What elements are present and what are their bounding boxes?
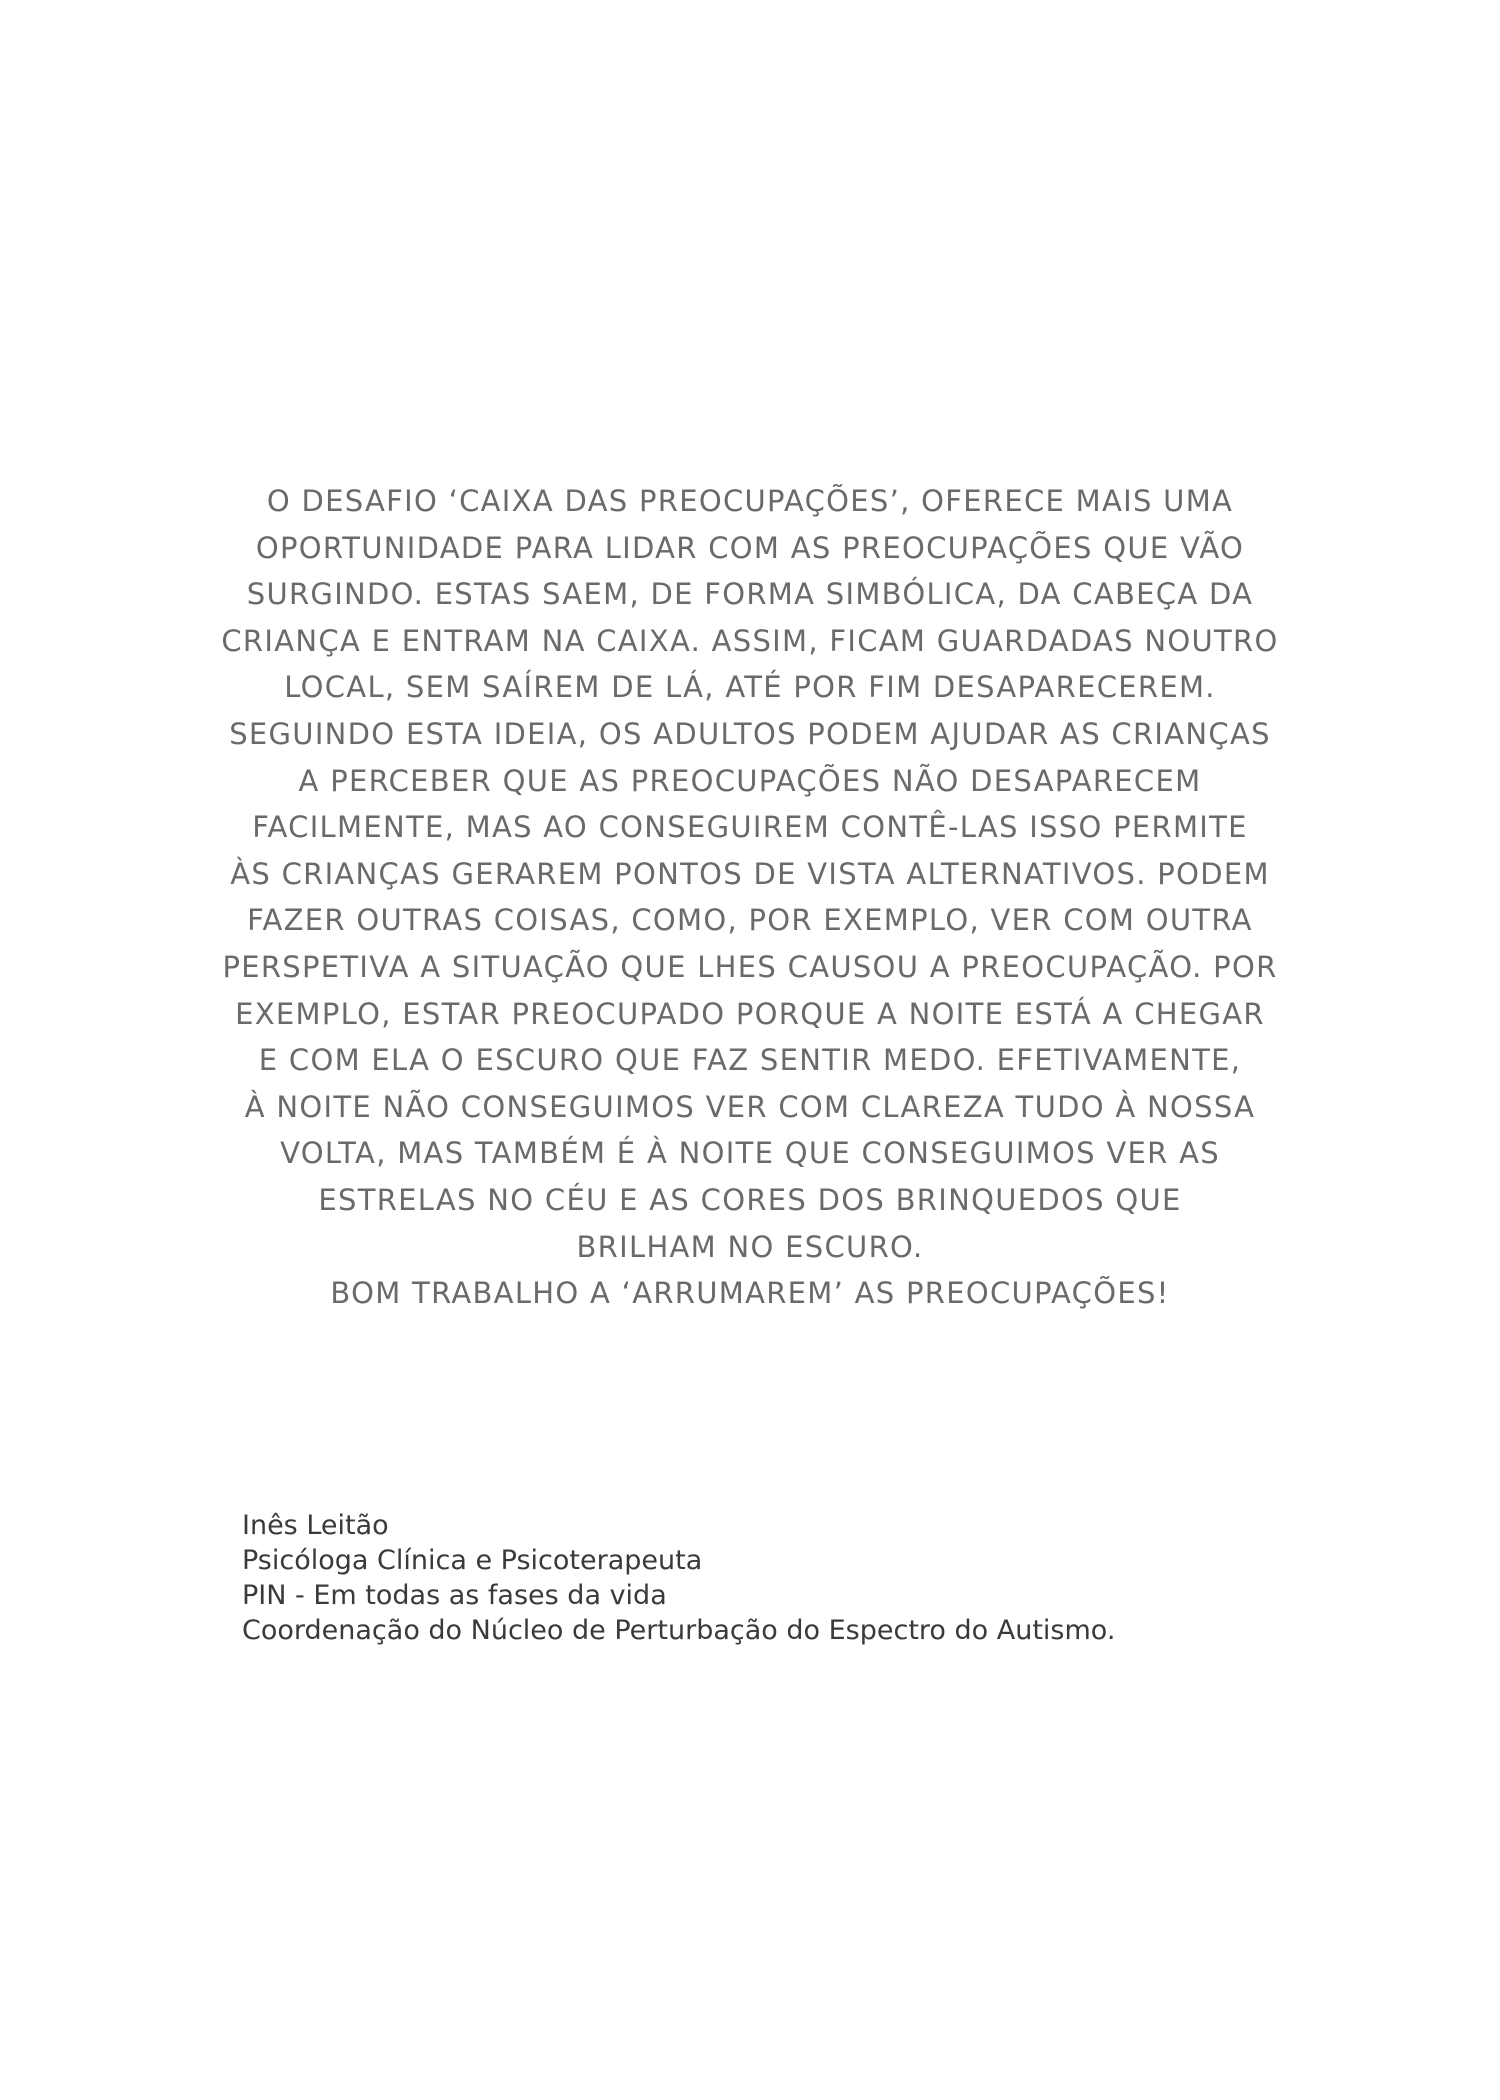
message-line: PERSPETIVA A SITUAÇÃO QUE LHES CAUSOU A PREOCUPAÇÃO. POR — [222, 949, 1278, 984]
message-line: SEGUINDO ESTA IDEIA, OS ADULTOS PODEM AJUDAR AS CRIANÇAS — [229, 716, 1271, 751]
message-line: BRILHAM NO ESCURO. — [576, 1229, 924, 1264]
message-line: O DESAFIO ‘CAIXA DAS PREOCUPAÇÕES’, OFERECE MAIS UMA — [266, 484, 1234, 518]
message-line: ESTRELAS NO CÉU E AS CORES DOS BRINQUEDOS QUE — [318, 1182, 1182, 1217]
message-line: E COM ELA O ESCURO QUE FAZ SENTIR MEDO. EFETIVAMENTE, — [258, 1043, 1242, 1078]
message-line: CRIANÇA E ENTRAM NA CAIXA. ASSIM, FICAM GUARDADAS NOUTRO — [221, 623, 1279, 658]
message-line: À NOITE NÃO CONSEGUIMOS VER COM CLAREZA TUDO À NOSSA — [244, 1089, 1256, 1124]
author-organization: PIN - Em todas as fases da vida — [242, 1580, 667, 1611]
message-line: EXEMPLO, ESTAR PREOCUPADO PORQUE A NOITE ESTÁ A CHEGAR — [235, 996, 1265, 1031]
closing-line: BOM TRABALHO A ‘ARRUMAREM’ AS PREOCUPAÇÕES! — [330, 1276, 1170, 1311]
message-line: OPORTUNIDADE PARA LIDAR COM AS PREOCUPAÇÕES QUE VÃO — [255, 530, 1245, 565]
author-role: Psicóloga Clínica e Psicoterapeuta — [242, 1545, 703, 1576]
message-line: FACILMENTE, MAS AO CONSEGUIREM CONTÊ-LAS ISSO PERMITE — [252, 810, 1248, 845]
message-line: VOLTA, MAS TAMBÉM É À NOITE QUE CONSEGUIMOS VER AS — [280, 1136, 1220, 1171]
message-line: FAZER OUTRAS COISAS, COMO, POR EXEMPLO, VER COM OUTRA — [247, 903, 1253, 938]
message-line: LOCAL, SEM SAÍREM DE LÁ, ATÉ POR FIM DESAPARECEREM. — [284, 670, 1216, 705]
signature-block — [242, 1508, 1342, 1648]
message-line: SURGINDO. ESTAS SAEM, DE FORMA SIMBÓLICA, DA CABEÇA DA — [246, 577, 1254, 612]
message-line: ÀS CRIANÇAS GERAREM PONTOS DE VISTA ALTERNATIVOS. PODEM — [230, 856, 1270, 891]
author-name: Inês Leitão — [242, 1510, 389, 1541]
message-paragraph — [180, 478, 1320, 1317]
author-position: Coordenação do Núcleo de Perturbação do Espectro do Autismo. — [242, 1615, 1116, 1646]
message-line: A PERCEBER QUE AS PREOCUPAÇÕES NÃO DESAPARECEM — [298, 763, 1202, 798]
